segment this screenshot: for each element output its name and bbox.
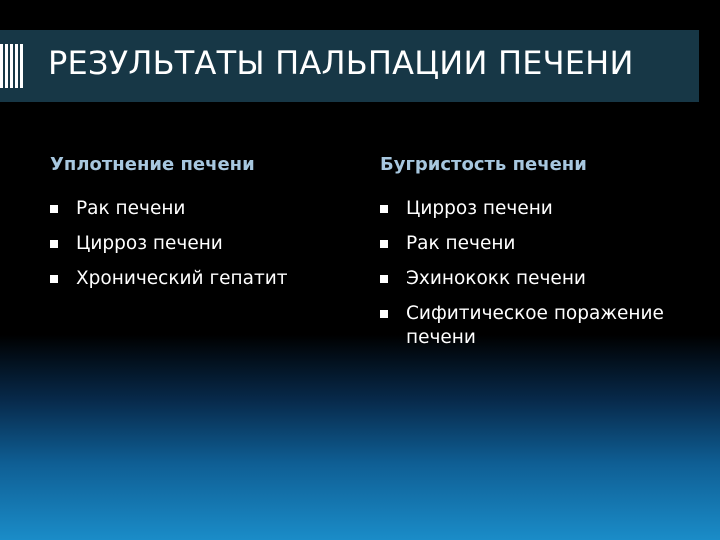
stripes-decoration-icon (0, 30, 26, 102)
list-item (380, 197, 700, 221)
right-column-heading: Бугристость печени (380, 154, 587, 175)
list-item-text: Рак печени (406, 233, 516, 254)
list-item-text: Сифитическое поражение печени (406, 303, 664, 348)
list-item-text: Рак печени (76, 198, 186, 219)
square-bullet-icon (380, 310, 388, 318)
left-column (50, 154, 350, 302)
left-column-heading: Уплотнение печени (50, 154, 255, 175)
slide-title: РЕЗУЛЬТАТЫ ПАЛЬПАЦИИ ПЕЧЕНИ (48, 44, 634, 82)
square-bullet-icon (380, 240, 388, 248)
right-column (380, 154, 700, 361)
square-bullet-icon (380, 205, 388, 213)
square-bullet-icon (380, 275, 388, 283)
list-item (50, 197, 350, 221)
square-bullet-icon (50, 240, 58, 248)
square-bullet-icon (50, 275, 58, 283)
list-item-text: Эхинококк печени (406, 268, 586, 289)
right-column-list (380, 197, 700, 350)
list-item (50, 232, 350, 256)
square-bullet-icon (50, 205, 58, 213)
list-item (50, 267, 350, 291)
list-item (380, 267, 700, 291)
left-column-list (50, 197, 350, 291)
list-item-text: Хронический гепатит (76, 268, 288, 289)
list-item-text: Цирроз печени (76, 233, 223, 254)
list-item-text: Цирроз печени (406, 198, 553, 219)
list-item (380, 232, 700, 256)
list-item (380, 302, 700, 350)
